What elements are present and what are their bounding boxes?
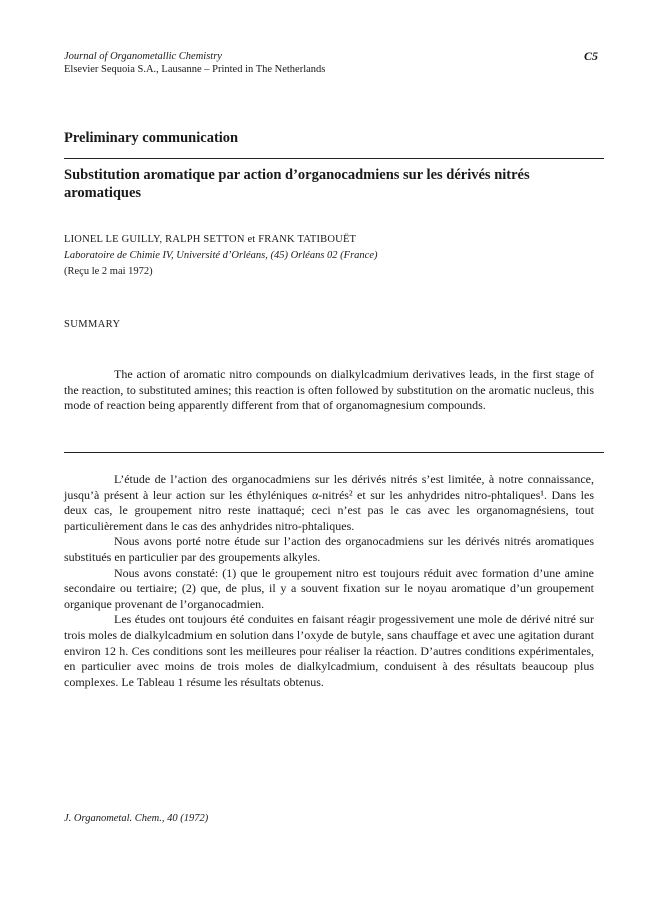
title-top-rule [64, 158, 604, 159]
page-id: C5 [583, 49, 598, 63]
body-text [64, 472, 594, 690]
body-paragraph-2: Nous avons porté notre étude sur l’action des organocadmiens sur les dérivés nitrés aromatiques substitués en particulier par des groupements alkyles. [64, 534, 594, 564]
body-paragraph-3: Nous avons constaté: (1) que le groupement nitro est toujours réduit avec formation d’une amine secondaire ou tertiaire; (2) que, de plus, il y a souvent fixation sur le noyau aromatique d’un groupement organique provenant de l’organocadmien. [64, 565, 594, 611]
affiliation: Laboratoire de Chimie IV, Université d’Orléans, (45) Orléans 02 (France) [64, 250, 378, 261]
received-date: (Reçu le 2 mai 1972) [64, 266, 153, 277]
journal-header [64, 50, 325, 76]
authors: LIONEL LE GUILLY, RALPH SETTON et FRANK TATIBOUËT [64, 234, 357, 245]
journal-name: Journal of Organometallic Chemistry [64, 51, 222, 62]
summary-bottom-rule [64, 452, 604, 453]
summary-paragraph: The action of aromatic nitro compounds on dialkylcadmium derivatives leads, in the first stage of the reaction, to substituted amines; this reaction is often followed by substitution on the aromatic nucleus, this mode of reaction being apparently different from that of organomagnesium compounds. [64, 367, 594, 413]
summary-text [64, 367, 594, 414]
article-title: Substitution aromatique par action d’organocadmiens sur les dérivés nitrés aromatiques [64, 167, 530, 201]
body-paragraph-4: Les études ont toujours été conduites en faisant réagir progessivement une mole de dérivé nitré sur trois moles de dialkylcadmium en solution dans l’oxyde de butyle, sans chauffage et avec une agitation durant environ 12 h. Ces conditions sont les meilleures pour réaliser la réaction. D’autres conditions expérimentales, en particulier avec moins de trois moles de dialkylcadmium, conduisent à des résultats beaucoup plus complexes. Le Tableau 1 résume les résultats obtenus. [64, 612, 594, 689]
footer-citation: J. Organometal. Chem., 40 (1972) [64, 813, 209, 824]
summary-heading: SUMMARY [64, 319, 121, 330]
body-paragraph-1: L’étude de l’action des organocadmiens sur les dérivés nitrés s’est limitée, à notre connaissance, jusqu’à présent à leur action sur les éthyléniques α-nitrés² et sur les anhydrides nitro-phtaliques¹. Dans les deux cas, le groupement nitro reste inattaqué; ceci n’est pas le cas avec les organomagnésiens, tout particulièrement dans le cas des anhydrides nitro-phtaliques. [64, 472, 594, 533]
publisher-line: Elsevier Sequoia S.A., Lausanne – Printed in The Netherlands [64, 64, 326, 75]
section-label: Preliminary communication [64, 130, 239, 146]
